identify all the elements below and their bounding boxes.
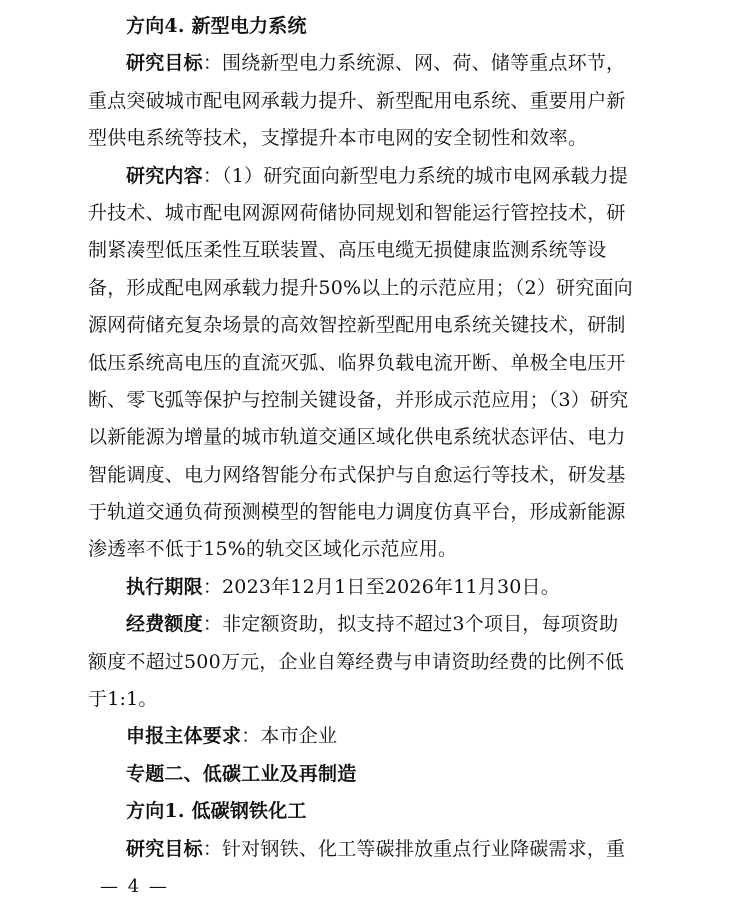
direction-4-title: 方向4. 新型电力系统 — [126, 15, 307, 37]
goal2-label: 研究目标 — [126, 837, 203, 860]
content-text-line-7: 断、零飞弧等保护与控制关键设备，并形成示范应用；（3）研究 — [88, 388, 629, 411]
content-text-line-8: 以新能源为增量的城市轨道交通区域化供电系统状态评估、电力 — [88, 426, 626, 449]
funding-text-line-2: 额度不超过500万元，企业自筹经费与申请资助经费的比例不低 — [88, 650, 625, 673]
content-label: 研究内容 — [126, 164, 203, 187]
content-text-line-11: 渗透率不低于15%的轨交区域化示范应用。 — [88, 538, 458, 561]
goal-text-line-3: 型供电系统等技术，支撑提升本市电网的安全韧性和效率。 — [88, 127, 588, 150]
goal-paragraph-line — [88, 45, 658, 82]
funding-colon: ： — [202, 613, 223, 636]
funding-label: 经费额度 — [126, 613, 203, 636]
applicant-text: 本市企业 — [260, 725, 338, 748]
topic-2-title: 专题二、低碳工业及再制造 — [126, 762, 357, 785]
goal-colon: ： — [202, 52, 223, 75]
content-text-line-3: 制紧凑型低压柔性互联装置、高压电缆无损健康监测系统等设 — [88, 239, 607, 262]
period-colon: ： — [202, 575, 223, 598]
period-line — [88, 569, 658, 606]
period-text: 2023年12月1日至2026年11月30日。 — [222, 575, 560, 598]
direction-1-title: 方向1. 低碳钢铁化工 — [126, 800, 307, 823]
content-text-line-5: 源网荷储充复杂场景的高效智控新型配用电系统关键技术，研制 — [88, 314, 626, 337]
period-label: 执行期限 — [126, 575, 203, 598]
goal2-text-line-1: 针对钢铁、化工等碳排放重点行业降碳需求，重 — [222, 837, 626, 860]
goal-text-line-1: 围绕新型电力系统源、网、荷、储等重点环节， — [222, 52, 626, 75]
goal2-paragraph-line — [88, 831, 658, 868]
applicant-colon: ： — [241, 725, 261, 748]
content-text-line-10: 于轨道交通负荷预测模型的智能电力调度仿真平台，形成新能源 — [88, 501, 626, 524]
page-number: — 4 — — [100, 876, 169, 897]
content-text-line-2: 升技术、城市配电网源网荷储协同规划和智能运行管控技术，研 — [88, 201, 626, 224]
content-text-line-1: （1）研究面向新型电力系统的城市电网承载力提 — [222, 164, 629, 187]
applicant-line — [88, 718, 658, 755]
content-text-line-6: 低压系统高电压的直流灭弧、临界负载电流开断、单极全电压开 — [88, 351, 626, 374]
goal2-colon: ： — [202, 837, 223, 860]
funding-text-line-3: 于1:1。 — [88, 688, 158, 711]
content-colon: ： — [202, 164, 223, 187]
goal-label: 研究目标 — [126, 52, 203, 75]
funding-paragraph-line — [88, 606, 658, 643]
content-text-line-4: 备，形成配电网承载力提升50%以上的示范应用；（2）研究面向 — [88, 276, 633, 299]
applicant-label: 申报主体要求 — [126, 725, 242, 748]
goal-text-line-2: 重点突破城市配电网承载力提升、新型配用电系统、重要用户新 — [88, 89, 626, 112]
content-text-line-9: 智能调度、电力网络智能分布式保护与自愈运行等技术，研发基 — [88, 463, 626, 486]
document-page — [88, 8, 658, 868]
funding-text-line-1: 非定额资助，拟支持不超过3个项目，每项资助 — [222, 613, 619, 636]
content-paragraph-line — [88, 158, 658, 195]
